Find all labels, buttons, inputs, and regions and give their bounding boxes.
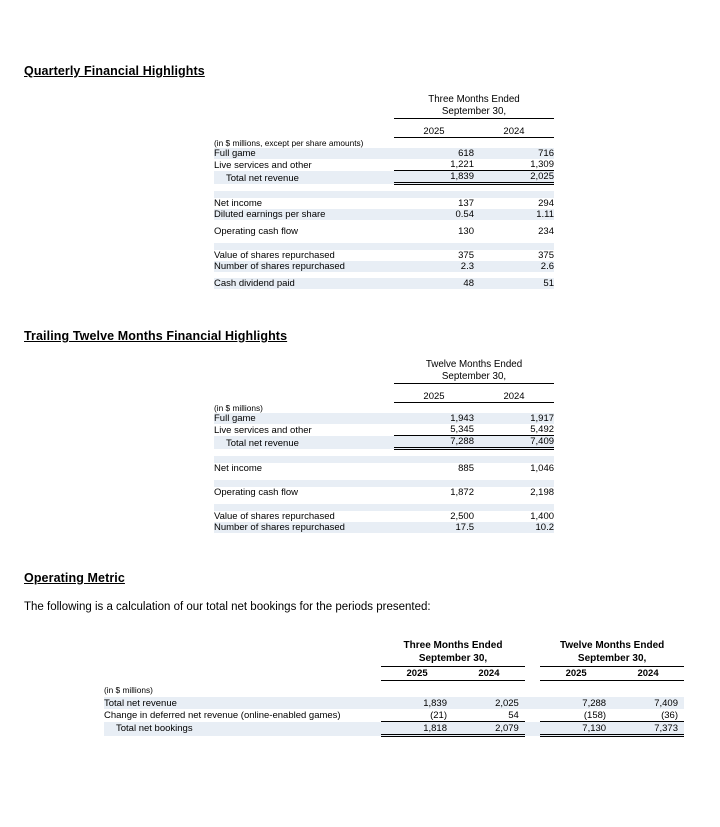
table-row: Number of shares repurchased 17.5 10.2: [214, 522, 555, 533]
spacer: [214, 184, 554, 192]
table-row-total: Total net bookings 1,818 2,079 7,130 7,373: [104, 722, 684, 736]
table-row: Operating cash flow 1,872 2,198: [214, 487, 555, 498]
ttm-period-header: Twelve Months Ended September 30,: [394, 359, 554, 384]
quarterly-year-2024: 2024: [474, 126, 554, 138]
table-row: Total net revenue 1,839 2,025 7,288 7,409: [104, 697, 684, 709]
ttm-year-2024: 2024: [474, 391, 554, 403]
quarterly-section-title: Quarterly Financial Highlights: [24, 64, 205, 78]
band: [214, 456, 554, 463]
spacer: [214, 119, 554, 127]
table-header-row: [104, 639, 684, 667]
band: [214, 191, 554, 198]
ttm-year-2025: 2025: [394, 391, 474, 403]
twelve-months-header: Twelve Months Ended September 30,: [540, 639, 684, 667]
net-bookings-table: [104, 639, 684, 737]
table-row: Live services and other 1,221 1,309: [214, 159, 554, 171]
table-row: Net income 137 294: [214, 198, 554, 209]
table-row: Cash dividend paid 48 51: [214, 278, 554, 289]
table-row: Value of shares repurchased 375 375: [214, 250, 554, 261]
metric-year-q-2025: 2025: [381, 667, 453, 681]
table-row: Value of shares repurchased 2,500 1,400: [214, 511, 555, 522]
quarterly-section: [24, 64, 696, 289]
quarterly-year-2025: 2025: [394, 126, 474, 138]
quarterly-period-header: Three Months Ended September 30,: [394, 94, 554, 119]
metric-year-t-2025: 2025: [540, 667, 612, 681]
table-note-row: [214, 138, 554, 149]
ttm-section-title: Trailing Twelve Months Financial Highlights: [24, 329, 288, 343]
operating-metric-paragraph: The following is a calculation of our total net bookings for the periods presented:: [24, 601, 431, 613]
table-row-total: Total net revenue 1,839 2,025: [214, 171, 554, 184]
three-months-header: Three Months Ended September 30,: [381, 639, 525, 667]
table-note-row: [104, 681, 684, 698]
table-row: Change in deferred net revenue (online-enabled games) (21) 54 (158) (36): [104, 709, 678, 721]
table-row: Net income 885 1,046: [214, 463, 555, 474]
table-header-row: [214, 359, 554, 384]
table-row-total: Total net revenue 7,288 7,409: [214, 436, 554, 449]
table-year-row: [214, 391, 554, 403]
table-year-row: [104, 667, 684, 681]
table-row: Diluted earnings per share 0.54 1.11: [214, 209, 554, 220]
band: [214, 504, 554, 511]
table-note-row: [214, 403, 554, 414]
band: [214, 243, 554, 250]
metric-units-note: (in $ millions): [104, 685, 153, 695]
metric-year-q-2024: 2024: [453, 667, 525, 681]
spacer: [214, 384, 554, 392]
operating-metric-section: [24, 571, 696, 737]
table-row: Full game 1,943 1,917: [214, 413, 555, 424]
table-row: Operating cash flow 130 234: [214, 226, 554, 237]
metric-year-t-2024: 2024: [612, 667, 684, 681]
quarterly-units-note: (in $ millions, except per share amounts): [214, 138, 364, 148]
ttm-section: [24, 329, 696, 533]
table-year-row: [214, 126, 554, 138]
ttm-units-note: (in $ millions): [214, 403, 263, 413]
operating-metric-title: Operating Metric: [24, 571, 125, 585]
table-header-row: [214, 94, 554, 119]
ttm-table: [214, 359, 554, 533]
band: [214, 480, 554, 487]
spacer: [214, 449, 554, 457]
table-row: Number of shares repurchased 2.3 2.6: [214, 261, 554, 272]
quarterly-table: [214, 94, 554, 289]
table-row: Full game 618 716: [214, 148, 554, 159]
table-row: Live services and other 5,345 5,492: [214, 424, 555, 436]
